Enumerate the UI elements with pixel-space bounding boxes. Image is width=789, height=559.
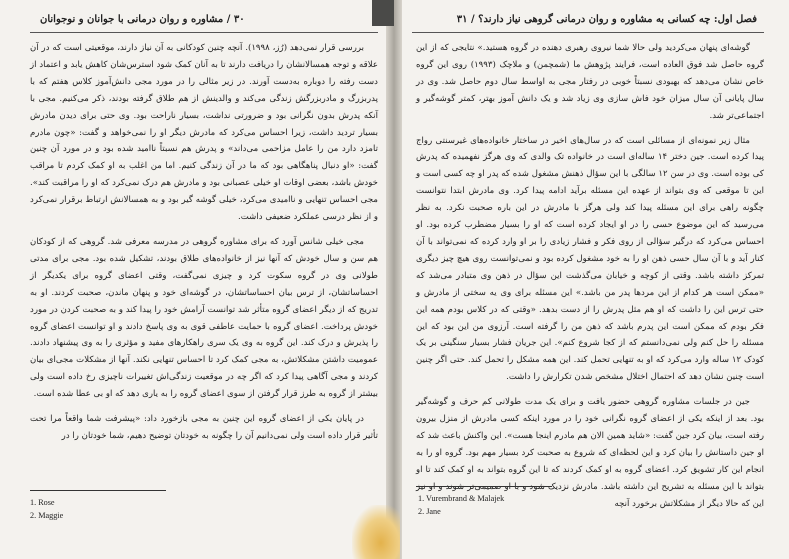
left-footnote-rule [30,490,166,491]
right-paragraph-3: جین در جلسات مشاوره گروهی حضور یافت و برای یک مدت طولانی کم حرف و گوشه‌گیر بود. بعد از اینکه یکی از اعضای گروه نگرانی خود را در مورد اینکه کسی مادرش از منزل بیرون رفته است، بیان کرد جین گفت: «شاید همین الان هم مادرم اینجا هست». این واکنش باعث شد که او جین داستانش را بیان کرد و این لحظه‌ای که شروع به صحبت کرد بسیار مهم بود. گروه او را به انجام این کار تشویق کرد. اعضای گروه به او کمک کردند که تا این گروه بتواند به او کمک کند تا او بتواند با این مسئله به تشریح این داشته باشد. مادرش نزدیک شود و با او صمیمی‌تر شوند و او نیز این که حالا دیگر از مشکلاتش برخورد آنچه [416,397,764,509]
footnote: 2. Maggie [30,511,64,520]
left-running-header: ۳۰ / مشاوره و روان درمانی با جوانان و نوجوانان [40,14,245,25]
left-body-text [30,40,378,445]
page-corner-shadow [372,0,394,26]
right-running-header: فصل اول: چه کسانی به مشاوره و روان درمانی گروهی نیاز دارند؟ / ۳۱ [456,14,757,25]
right-footnote-rule [416,486,552,487]
right-paragraph-2: مثال زیر نمونه‌ای از مسائلی است که در سال‌های اخیر در ساختار خانواده‌های غیرسنتی رواج پیدا کرده است. جین دختر ۱۴ ساله‌ای است در خانواده تک والدی که وی هرگز نفهمیده که پدرش کی بوده است. وی در سن ۱۲ سالگی با این سؤال ذهنش مشغول شده که پدر او چه کسی است و این تا موقعی که وی بتواند از عهده این مسئله برآید ادامه پیدا کرد. وی مادرش ابتدا نتوانست چگونه راهی برای این مسئله پیدا کند ولی هرگز با مادرش در این باره صحبت نکرد. به نظر می‌رسید که این موضوع حسی را در او ایجاد کرده است که او را بسیار مضطرب کرده بود. او احساس می‌کرد که درگیر سؤالی از روی فکر و فشار زیادی را بر او وارد کرده که نمی‌تواند با آن کنار آید و با آن سال حسی ذهن او را به خود مشغول کرده بود و نمی‌توانست روی هیچ چیز دیگری تمرکز داشته باشد. وقتی از کوچه و خیابان می‌گذشت این سؤال در ذهن وی متبادر می‌شد که «ممکن است هر کدام از این مردها پدر من باشد.» این مسئله برای وی یه سختی از مادرش و حتی ترس این را داشت که او هم مثل پدرش را از دست بدهد. «وقتی که در کلاس بودم همه این فکر بودم که ممکن است این پدرم باشد که ذهن من را گرفته است. آرزوی من این بود که این مسئله را حل کنم ولی نمی‌دانستم که از کجا شروع کنم». این جریان فشار بسیار سنگینی بر یک کودک ۱۲ ساله وارد می‌کرد که او به تنهایی تحمل کند. این همه مشکل را تحمل کند. حتی اگر چنین است چنین نشان دهد که احتمال اختلال مشخص شدن تکرارش را داشت. [416,135,764,383]
left-page [0,0,392,559]
right-body-text [416,40,764,512]
footnote: 1. Rose [30,498,55,507]
book-gutter [386,0,402,559]
left-footnotes [30,496,63,522]
right-paragraph-1: گوشه‌ای پنهان می‌کردید ولی حالا شما نیروی رهبری دهنده در گروه هستید.» نتایجی که از این گروه حاصل شد فوق العاده است، فرایند پژوهش ما (شمچمن) و ملاچک (۱۹۹۳) روی این گروه خاص نشان می‌دهد که بهبودی نسبتاً خوبی در رفتار مجی به اواسط سال دوم حاصل شد. وی در سال پایانی آن سال میزان خود فاش سازی وی زیاد شد و یک دانش آموز بهتر، کمتر گوشه‌گیر و اجتماعی‌تر شد. [416,43,764,121]
right-page [396,0,789,559]
footnote: 2. Jane [418,507,441,516]
left-paragraph-2: مجی خیلی شانس آورد که برای مشاوره گروهی در مدرسه معرفی شد. گروهی که از کودکان هم سن و سال خودش که آنها نیز از خانواده‌های طلاق بودند، تشکیل شده بود. مجی برای مدتی طولانی وی در گروه سکوت کرد و چیزی نمی‌گفت، وقتی اعضای گروه برای یکدیگر از احساساتشان، از ترس بیان احساساتشان، در گوشه‌ای خود و پنهان ماندن، صحبت کردند. او به تدریج که از دیگر اعضای گروه متأثر شد توانست آرامش خود را پیدا کند و به صحبت کردن در مورد خودش پرداخت. اعضای گروه با حمایت عاطفی قوی به وی پاسخ دادند و او توانست اعضای گروه را پذیرش و درک کند. این گروه به وی یک سری راهکارهای مفید و مؤثری را به وی پیشنهاد دادند. عمومیت داشتن مشکلاتش، به مجی کمک کرد تا احساس تنهایی نکند. آنها از مشکلات مجی‌ای بیان کردند و مجی آگاهی پیدا کرد که اگر چه در موقعیت زندگی‌اش تغییرات ناچیزی رخ داده است ولی بیشتر از گروه به طرز قرار گرفتن از سوی اعضای گروه را به یاری دهد که او بی عطا شده است. [30,236,378,400]
left-paragraph-1: بررسی قرار نمی‌دهد (رُز، ۱۹۹۸). آنچه چنین کودکانی به آن نیاز دارند، موقعیتی است که در آن علاقه و توجه همسالانشان را دریافت دارند تا به آنان کمک شود استرس‌شان کاهش یابد و اعتماد از دست رفته را دوباره به‌دست آورند. در زیر مثالی را در مورد مجی دانش‌آموز کلاس هفتم که با پدربزرگ و مادربزرگش زندگی می‌کند و والدینش از هم طلاق گرفته بودند، ذکر می‌کنیم. مجی با آنکه پدرش بدون نگرانی بود و ضرورتی نداشت، بسیار ناراحت بود. وی حتی برای دیدن مادرش بسیار تردید داشت، زیرا احساس می‌کرد که مادرش دیگر او را نمی‌خواهد و گفت: «چون مادرم تامزد دارد من را عامل مزاحمی می‌داند» و پدرش هم نسبتاً ناامید شده بود و در مورد آن چنین گفت: «او دنبال پناهگاهی بود که ما در آن زندگی کنیم. اما من اغلب به او کمک کردم تا مراقب خودش باشد، بعضی اوقات او خیلی عصبانی بود و مادرش هم درک نمی‌کرد که او را مراقبت کند». مجی احساس تنهایی و ناامیدی می‌کرد، خیلی گوشه گیر بود و به همسالانش ارتباط برقرار نمی‌کرد و از نظر درسی عملکرد ضعیفی داشت. [30,43,378,223]
left-paragraph-3: در پایان یکی از اعضای گروه این چنین به مجی بازخورد داد: «پیشرفت شما واقعاً مرا تحت تأثیر قرار داده است ولی نمی‌دانیم آن را چگونه به خودتان توضیح دهیم، شما خودتان را در [30,414,378,441]
right-footnotes [418,492,504,518]
right-header-rule [412,32,764,33]
footnote: 1. Vurembrand & Malajek [418,494,505,503]
page-stain [352,505,400,559]
left-header-rule [30,32,378,33]
